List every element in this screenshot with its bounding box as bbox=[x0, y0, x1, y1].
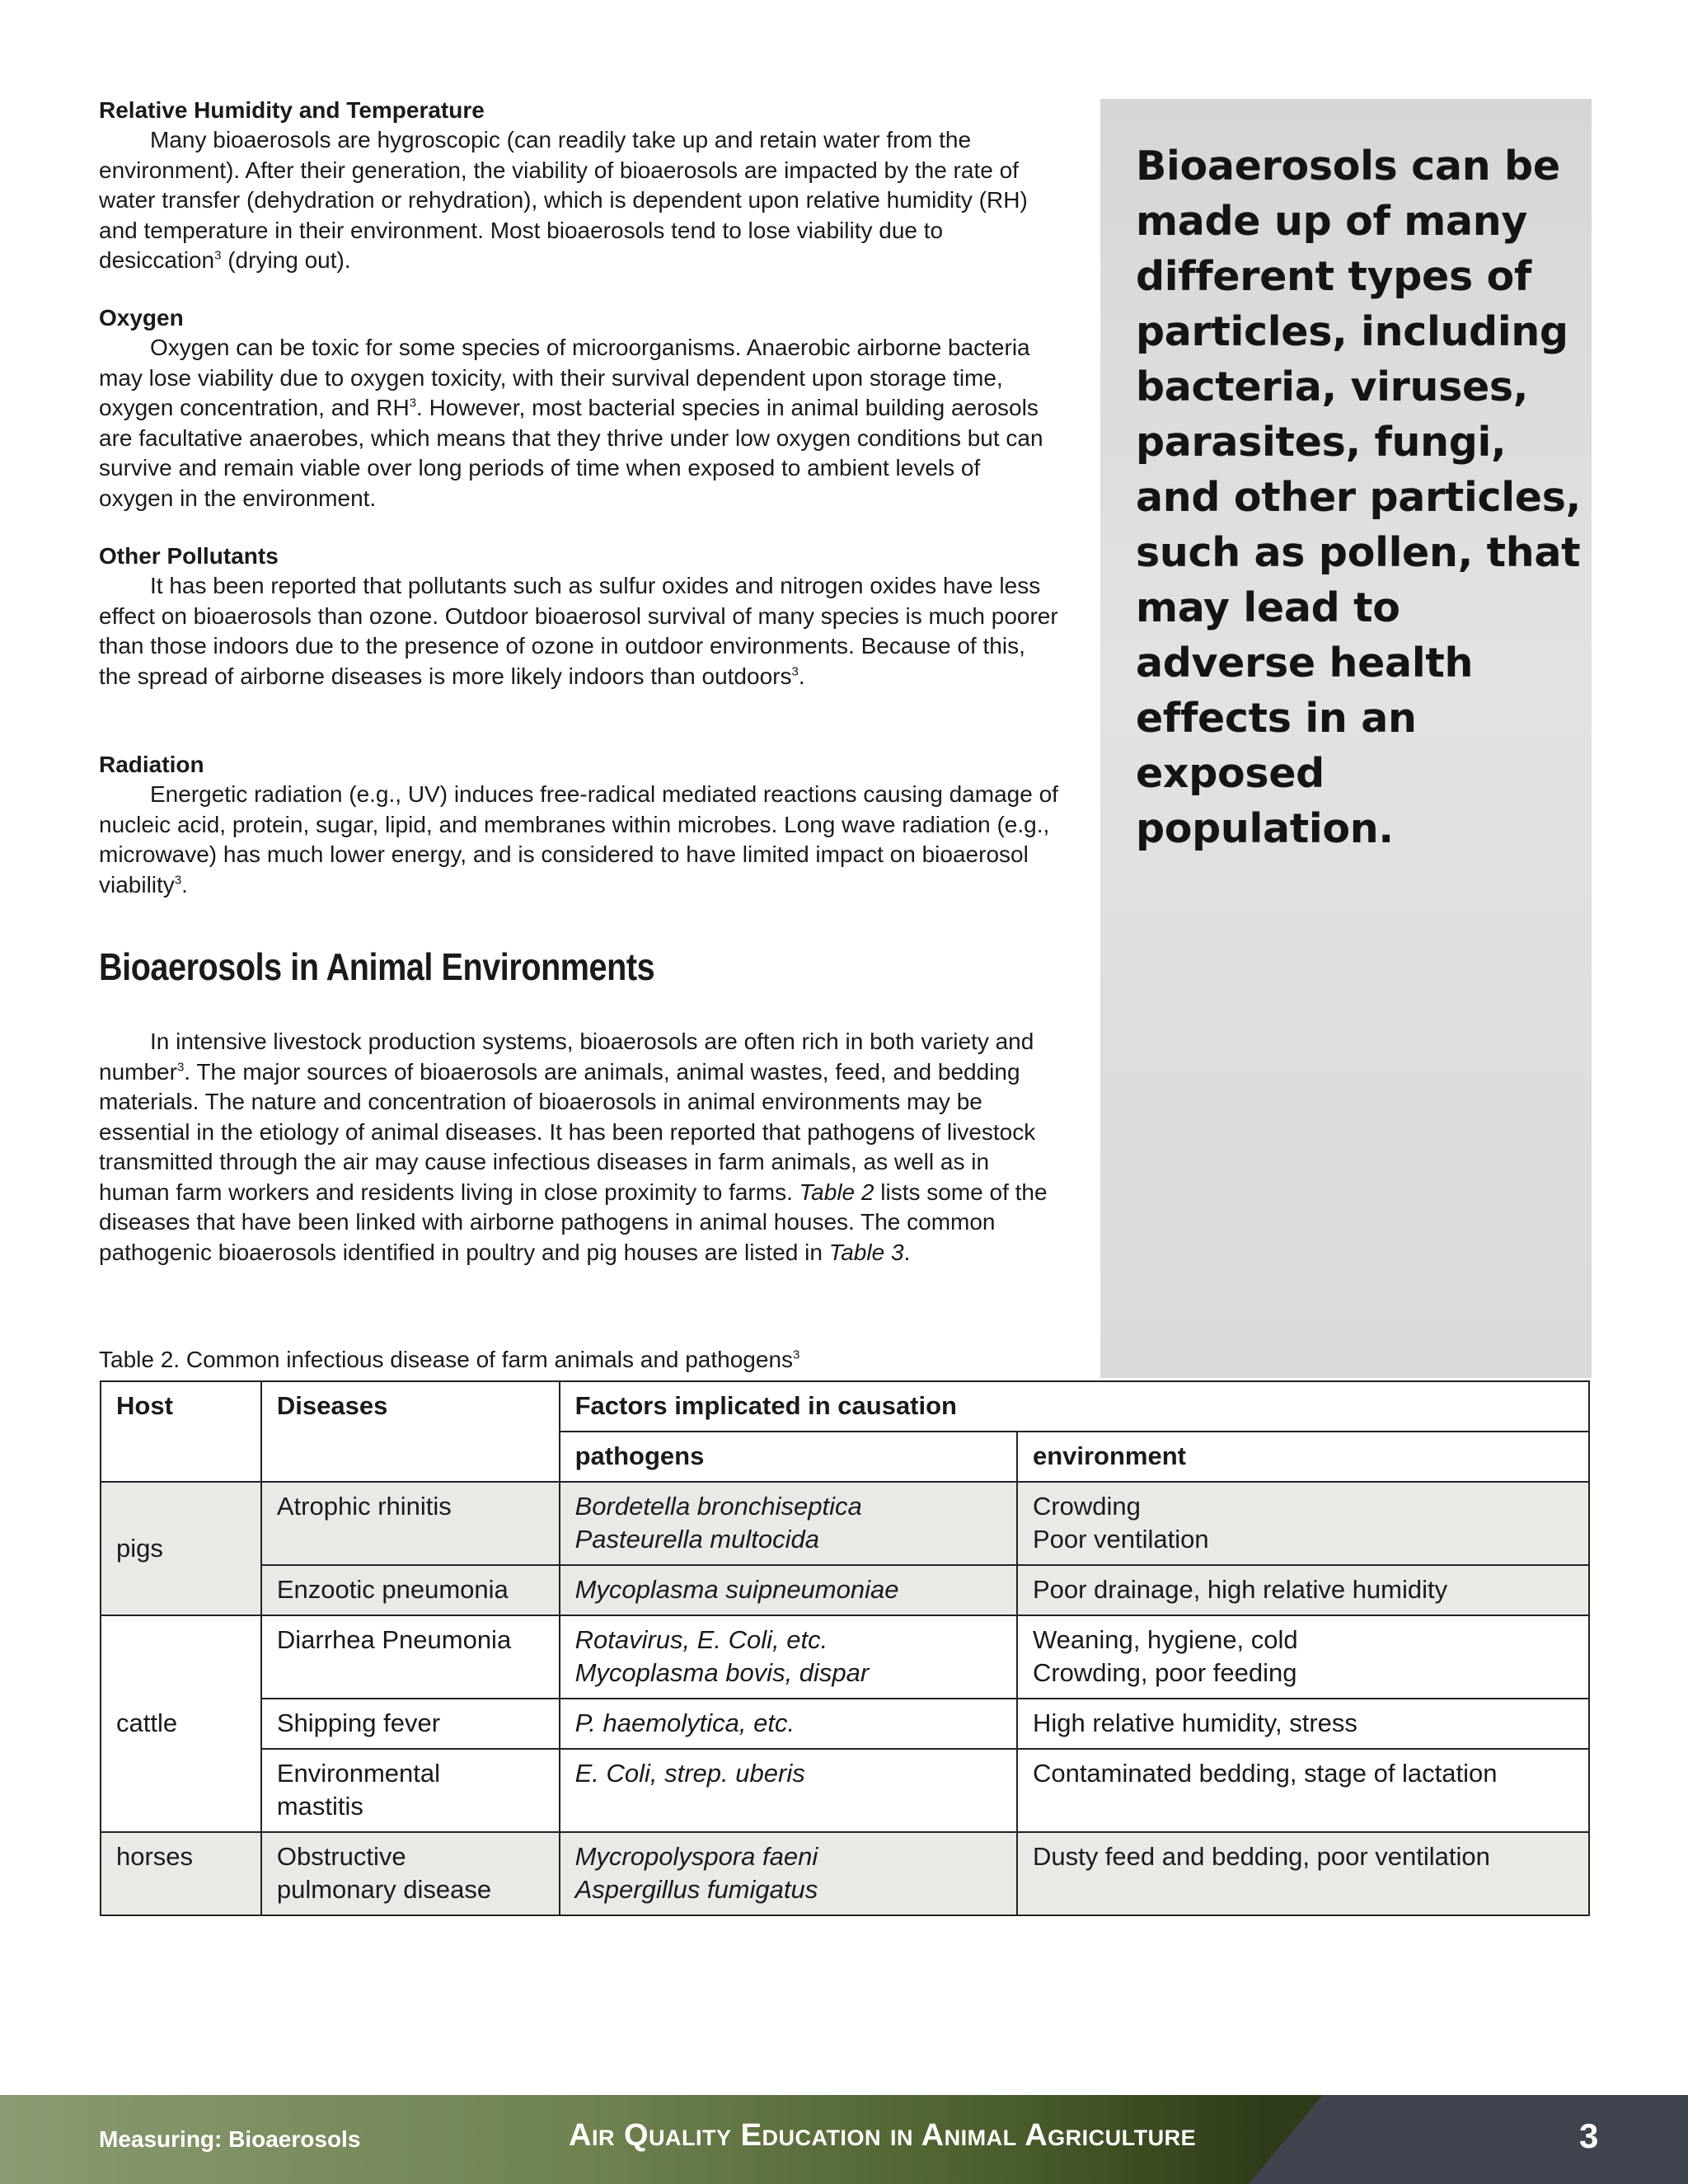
header-host: Host bbox=[101, 1381, 261, 1482]
host-cell: pigs bbox=[101, 1482, 261, 1615]
page-footer bbox=[0, 2095, 1688, 2184]
section-heading: Oxygen bbox=[99, 305, 184, 330]
environment-cell: High relative humidity, stress bbox=[1017, 1699, 1589, 1749]
pathogen-cell: E. Coli, strep. uberis bbox=[560, 1749, 1017, 1832]
section-body: Many bioaerosols are hygroscopic (can readily take up and retain water from the environment). After their generation, the viability of bioaerosols are impacted by the rate of water transfer (dehydration or rehydration), which is dependent upon relative humidity (RH) and temperature in their environment. Most bioaerosols tend to lose viability due to desiccation$^3$ (drying out). bbox=[99, 127, 1028, 273]
animal-environments-heading: Bioaerosols in Animal Environments bbox=[99, 945, 655, 988]
section-animal-environments bbox=[99, 1027, 1059, 1268]
environment-cell: Contaminated bedding, stage of lactation bbox=[1017, 1749, 1589, 1832]
section-body: Energetic radiation (e.g., UV) induces free-radical mediated reactions causing damage of nucleic acid, protein, sugar, lipid, and membranes within microbes. Long wave radiation (e.g., microwave) has much lower energy, and is considered to have limited impact on bioaerosol viability$^3$. bbox=[99, 781, 1058, 898]
pathogen-cell: Mycoplasma suipneumoniae bbox=[560, 1565, 1017, 1615]
pull-quote: Bioaerosols can be made up of many different types of particles, including bacteria, viruses, parasites, fungi, and other particles, such as pollen, that may lead to adverse health effects in an exposed population. bbox=[1136, 143, 1581, 852]
table-row bbox=[101, 1749, 1589, 1832]
table-header-row bbox=[101, 1381, 1589, 1432]
section-heading: Relative Humidity and Temperature bbox=[99, 97, 485, 123]
host-cell: horses bbox=[101, 1832, 261, 1915]
section-body: In intensive livestock production systems, bioaerosols are often rich in both variety and number$^3$. The major sources of bioaerosols are animals, animal wastes, feed, and bedding materials. The nature and concentration of bioaerosols in animal environments may be essential in the etiology of animal diseases. It has been reported that pathogens of livestock transmitted through the air may cause infectious diseases in farm animals, as well as in human farm workers and residents living in close proximity to farms. Table 2 lists some of the diseases that have been linked with airborne pathogens in animal houses. The common pathogenic bioaerosols identified in poultry and pig houses are listed in Table 3. bbox=[99, 1029, 1048, 1265]
disease-cell: Shipping fever bbox=[261, 1699, 560, 1749]
section-body: It has been reported that pollutants such as sulfur oxides and nitrogen oxides have less effect on bioaerosols than ozone. Outdoor bioaerosol survival of many species is much poorer than those indoors due to the presence of ozone in outdoor environments. Because of this, the spread of airborne diseases is more likely indoors than outdoors$^3$. bbox=[99, 573, 1058, 689]
disease-table bbox=[100, 1380, 1590, 1916]
disease-cell: Atrophic rhinitis bbox=[261, 1482, 560, 1565]
header-factors: Factors implicated in causation bbox=[560, 1381, 1589, 1432]
sidebar-callout bbox=[1100, 99, 1592, 1378]
footer-section-title: Measuring: Bioaerosols bbox=[99, 2126, 361, 2152]
environment-cell: Weaning, hygiene, cold Crowding, poor feeding bbox=[1017, 1615, 1589, 1699]
header-pathogens: pathogens bbox=[560, 1432, 1017, 1482]
footer-series-title: Air Quality Education in Animal Agriculture bbox=[569, 2118, 1197, 2153]
pathogen-cell: Bordetella bronchiseptica Pasteurella multocida bbox=[560, 1482, 1017, 1565]
disease-cell: Obstructive pulmonary disease bbox=[261, 1832, 560, 1915]
section-heading: Radiation bbox=[99, 752, 204, 777]
section-radiation bbox=[99, 750, 1059, 900]
host-cell: cattle bbox=[101, 1615, 261, 1832]
section-body: Oxygen can be toxic for some species of microorganisms. Anaerobic airborne bacteria may lose viability due to oxygen toxicity, with their survival dependent upon storage time, oxygen concentration, and $RH^3$. However, most bacterial species in animal building aerosols are facultative anaerobes, which means that they thrive under low oxygen conditions but can survive and remain viable over long periods of time when exposed to ambient levels of oxygen in the environment. bbox=[99, 335, 1043, 511]
section-other-pollutants bbox=[99, 541, 1059, 691]
section-relative-humidity bbox=[99, 96, 1059, 276]
table-row bbox=[101, 1615, 1589, 1699]
disease-cell: Diarrhea Pneumonia bbox=[261, 1615, 560, 1699]
disease-cell: Environmental mastitis bbox=[261, 1749, 560, 1832]
table-row bbox=[101, 1565, 1589, 1615]
table-row bbox=[101, 1832, 1589, 1915]
page-number: 3 bbox=[1579, 2116, 1599, 2155]
environment-cell: Crowding Poor ventilation bbox=[1017, 1482, 1589, 1565]
environment-cell: Poor drainage, high relative humidity bbox=[1017, 1565, 1589, 1615]
section-heading: Other Pollutants bbox=[99, 543, 279, 569]
table-row bbox=[101, 1699, 1589, 1749]
environment-cell: Dusty feed and bedding, poor ventilation bbox=[1017, 1832, 1589, 1915]
footer-accent bbox=[1249, 2095, 1688, 2184]
pathogen-cell: P. haemolytica, etc. bbox=[560, 1699, 1017, 1749]
section-oxygen bbox=[99, 303, 1059, 513]
disease-cell: Enzootic pneumonia bbox=[261, 1565, 560, 1615]
pathogen-cell: Rotavirus, E. Coli, etc. Mycoplasma bovis, dispar bbox=[560, 1615, 1017, 1699]
table-caption: Table 2. Common infectious disease of farm animals and pathogens$^3$ bbox=[99, 1347, 800, 1372]
header-diseases: Diseases bbox=[261, 1381, 560, 1482]
header-environment: environment bbox=[1017, 1432, 1589, 1482]
table-row bbox=[101, 1482, 1589, 1565]
pathogen-cell: Mycropolyspora faeni Aspergillus fumigatus bbox=[560, 1832, 1017, 1915]
